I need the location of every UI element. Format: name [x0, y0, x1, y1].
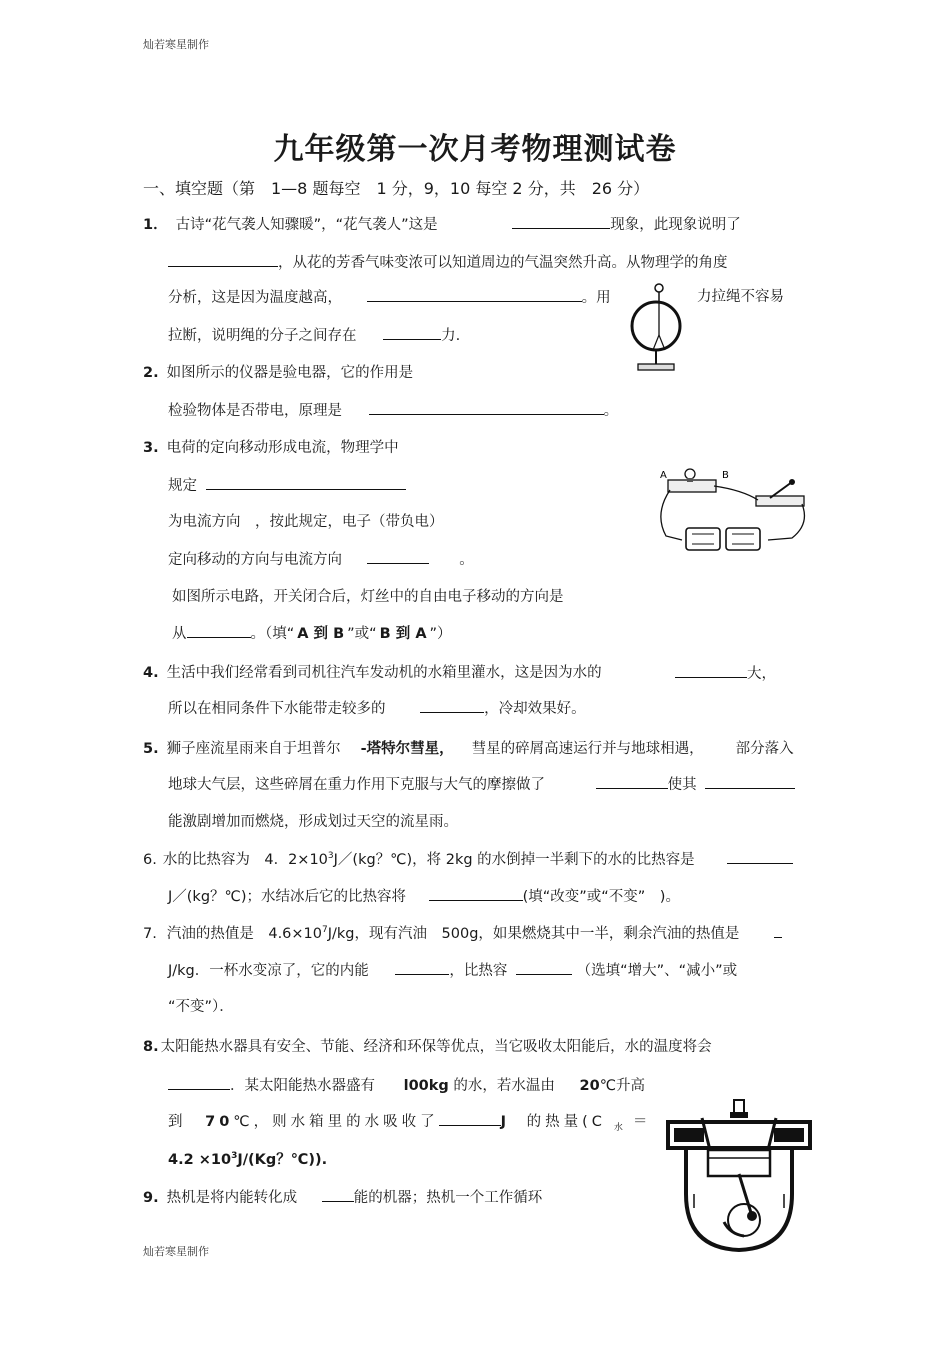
- q3-text-f: 如图所示电路，开关闭合后，灯丝中的自由电子移动的方向是: [172, 589, 564, 605]
- q8-text-g: 到: [168, 1114, 187, 1130]
- q1-blank-3[interactable]: [367, 287, 582, 302]
- q4-line1: [143, 663, 602, 683]
- q3-number: 3.: [143, 440, 159, 456]
- q7-text-d: ，比热容: [449, 963, 508, 979]
- q6-blank-2[interactable]: [429, 886, 523, 901]
- q7-text-c: J/kg．一杯水变凉了，它的内能: [168, 963, 369, 979]
- connecting-rod: [739, 1174, 752, 1216]
- q1-text-a: 古诗“花气袭人知骤暖”，“花气袭人”这是: [175, 217, 438, 233]
- q8-text-a: 太阳能热水器具有安全、节能、经济和环保等优点，当它吸收太阳能后，水的温度将会: [160, 1039, 712, 1055]
- q1-text-f: 力拉绳不容易: [697, 289, 784, 305]
- q8-line1: [143, 1037, 712, 1057]
- q8-text-o: J/(Kg？℃)).: [237, 1152, 328, 1168]
- q8-exponent: 3: [231, 1151, 238, 1162]
- q1-text-g: 拉断，说明绳的分子之间存在: [168, 328, 357, 344]
- q4-text-b: 大，: [747, 666, 776, 682]
- q8-text-j: J: [500, 1114, 510, 1130]
- q8-text-i: ℃，则水箱里的水吸收了: [233, 1114, 439, 1130]
- battery-1: [686, 528, 720, 550]
- q1-blank-4[interactable]: [383, 325, 441, 340]
- q3-text-i: A 到 B: [297, 626, 345, 642]
- q3-text-c: 为电流方向 ，按此规定，电子（带负电）: [168, 514, 444, 530]
- q7-line1: [143, 923, 782, 944]
- q5-text-b: -塔特尔彗星，: [360, 741, 454, 757]
- q9-text-b: 能的机器；热机一个工作循环: [353, 1190, 543, 1206]
- switch-base: [756, 496, 804, 506]
- q8-line3: [168, 1111, 651, 1138]
- q8-blank-2[interactable]: [439, 1111, 501, 1126]
- engine-cylinder-figure: [664, 1098, 814, 1256]
- bulb-icon: [685, 469, 695, 479]
- q1-line1: [143, 214, 741, 235]
- q4-blank-group: [675, 663, 776, 684]
- q8-text-k: 的热量(C: [526, 1114, 606, 1130]
- q2-text-c: 。: [603, 403, 619, 419]
- q7-text-b: J/kg，现有汽油 500g，如果燃烧其中一半，剩余汽油的热值是: [327, 926, 740, 942]
- q1-text-c: ，从花的芳香气味变浓可以知道周边的气温突然升高。从物理学的角度: [278, 255, 728, 271]
- q5-number: 5.: [143, 741, 159, 757]
- q5-blank-1[interactable]: [596, 774, 668, 789]
- q4-text-a: 生活中我们经常看到司机往汽车发动机的水箱里灌水，这是因为水的: [166, 665, 602, 681]
- q3-text-b: 规定: [168, 478, 197, 494]
- q8-text-f: ℃升高: [599, 1078, 645, 1094]
- q6-text-a: 水的比热容为 4．2×10: [162, 852, 328, 868]
- q1-number: 1．: [143, 217, 168, 233]
- switch-knob: [789, 479, 795, 485]
- q8-text-d: 的水，若水温由: [453, 1078, 555, 1094]
- q5-text-f: 使其: [667, 777, 697, 793]
- q3-blank-1[interactable]: [206, 475, 406, 490]
- q6-line2: [168, 886, 680, 907]
- q8-number: 8.: [143, 1039, 159, 1055]
- circuit-label-a: A: [660, 470, 667, 481]
- q8-text-n: 4.2 ×10: [168, 1152, 232, 1168]
- q8-text-h: 70: [205, 1114, 234, 1130]
- q4-blank-2[interactable]: [420, 698, 484, 713]
- battery-2: [726, 528, 760, 550]
- q7-blank-2[interactable]: [395, 960, 449, 975]
- q1-text-e: 。用: [581, 290, 611, 306]
- q6-blank-1[interactable]: [727, 849, 793, 864]
- q6-number: 6.: [143, 852, 157, 868]
- q3-blank-3[interactable]: [187, 623, 251, 638]
- q8-text-c: l00kg: [403, 1078, 449, 1094]
- q5-text-e: 地球大气层，这些碎屑在重力作用下克服与大气的摩擦做了: [168, 777, 545, 793]
- q1-line3: [168, 287, 611, 308]
- q9-number: 9.: [143, 1190, 159, 1206]
- q4-blank-1[interactable]: [675, 663, 747, 678]
- q2-text-b: 检验物体是否带电，原理是: [168, 403, 342, 419]
- q7-exponent: 7: [322, 925, 328, 936]
- q6-exponent: 3: [327, 851, 334, 862]
- q8-text-e: 20: [579, 1078, 600, 1094]
- q8-line2: [168, 1075, 645, 1096]
- q7-blank-1[interactable]: [774, 923, 782, 938]
- q4-text-d: ，冷却效果好。: [484, 701, 586, 717]
- q6-line1: [143, 849, 793, 870]
- q9-line1: [143, 1187, 542, 1208]
- q7-text-f: “不变”）．: [168, 999, 234, 1015]
- q1-text-b: 现象，此现象说明了: [610, 217, 741, 233]
- q2-line1: [143, 363, 413, 383]
- q3-text-k: B 到 A: [379, 626, 427, 642]
- page-header: 灿若寒星制作: [143, 38, 209, 51]
- q6-text-c: J／(kg？℃)；水结冰后它的比热容将: [168, 889, 406, 905]
- piston: [708, 1150, 770, 1176]
- q4-text-c: 所以在相同条件下水能带走较多的: [168, 701, 386, 717]
- q1-text-h: 力.: [441, 328, 461, 344]
- circuit-label-b: B: [722, 470, 729, 481]
- q3-blank-2[interactable]: [367, 549, 429, 564]
- q7-text-e: （选填“增大”、“减小”或: [576, 963, 738, 979]
- q3-line6: [172, 623, 452, 644]
- q8-blank-1[interactable]: [168, 1075, 230, 1090]
- q5-text-d: 部分落入: [735, 741, 794, 757]
- page-title: 九年级第一次月考物理测试卷: [273, 132, 677, 167]
- q5-line2: [168, 774, 795, 795]
- q3-line2: [168, 475, 406, 496]
- q3-text-j: ”或“: [347, 626, 377, 642]
- q4-line2: [168, 698, 586, 719]
- q2-text-a: 如图所示的仪器是验电器，它的作用是: [166, 365, 414, 381]
- q5-text-c: 彗星的碎屑高速运行并与地球相遇，: [471, 741, 704, 757]
- q9-text-a: 热机是将内能转化成: [166, 1190, 298, 1206]
- q7-text-a: 汽油的热值是 4.6×10: [166, 926, 323, 942]
- q1-line4: [168, 325, 460, 346]
- q5-text-g: 能激剧增加而燃烧，形成划过天空的流星雨。: [168, 814, 458, 830]
- q2-line2: [168, 400, 618, 421]
- q3-text-h: 。（填“: [250, 626, 295, 642]
- electroscope-figure: [624, 280, 694, 375]
- q5-blank-2[interactable]: [705, 774, 795, 789]
- q1-text-d: 分析，这是因为温度越高，: [168, 290, 342, 306]
- q3-text-g: 从: [172, 626, 187, 642]
- q9-blank-1[interactable]: [322, 1187, 354, 1202]
- q3-text-a: 电荷的定向移动形成电流，物理学中: [166, 440, 399, 456]
- q3-text-l: ”）: [429, 626, 452, 642]
- q8-text-b: ．某太阳能热水器盛有: [230, 1078, 375, 1094]
- q2-number: 2.: [143, 365, 159, 381]
- circuit-figure: [652, 464, 812, 556]
- q8-text-m: ＝: [632, 1114, 652, 1130]
- q3-line1: [143, 438, 399, 458]
- q1-line2: [168, 252, 728, 273]
- q5-text-a: 狮子座流星雨来自于坦普尔: [166, 741, 341, 757]
- q3-line4: [168, 549, 474, 570]
- spark-plug: [734, 1100, 744, 1114]
- q8-line4: [168, 1150, 327, 1170]
- q4-number: 4.: [143, 665, 159, 681]
- q1-blank-2[interactable]: [168, 252, 278, 267]
- q7-line2: [168, 960, 737, 981]
- bulb-socket: [687, 478, 693, 482]
- q3-text-e: 。: [459, 552, 474, 568]
- q1-blank-1[interactable]: [512, 214, 610, 229]
- page-footer: 灿若寒星制作: [143, 1245, 209, 1258]
- q7-blank-3[interactable]: [516, 960, 572, 975]
- q2-blank-1[interactable]: [369, 400, 604, 415]
- q5-line1: [143, 739, 794, 759]
- q6-text-b: J／(kg？℃)，将 2kg 的水倒掉一半剩下的水的比热容是: [333, 852, 695, 868]
- q8-subscript: 水: [613, 1122, 623, 1133]
- q6-text-d: (填“改变”或“不变” )。: [522, 889, 680, 905]
- q3-text-d: 定向移动的方向与电流方向: [168, 552, 342, 568]
- q7-number: 7.: [143, 926, 157, 942]
- section-heading: 一、填空题（第 1—8 题每空 1 分，9，10 每空 2 分，共 26 分）: [143, 179, 650, 198]
